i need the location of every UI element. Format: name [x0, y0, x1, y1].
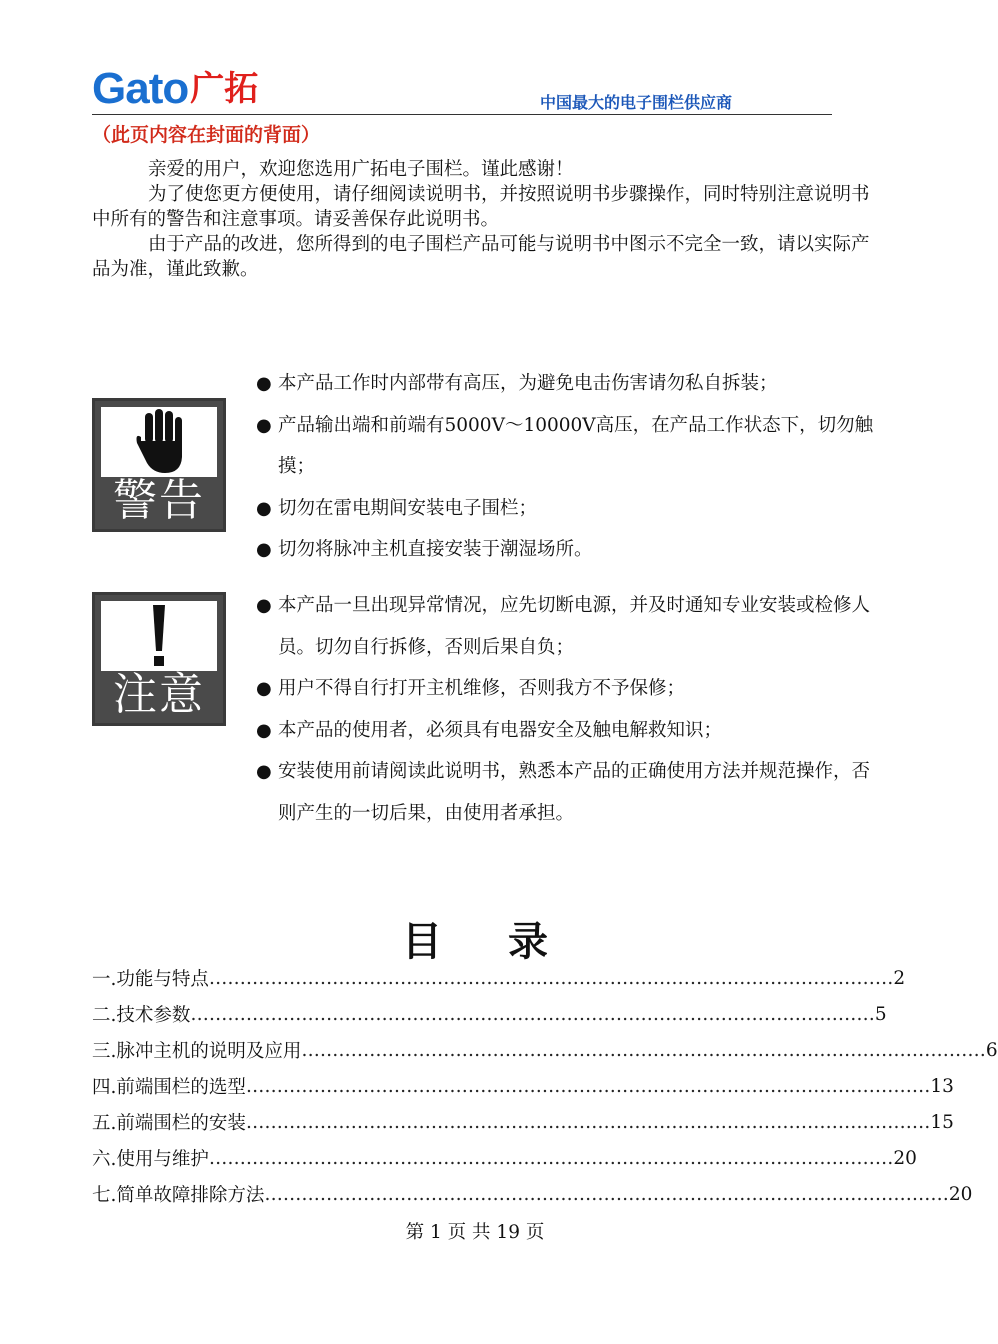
warning-item: ● 产品输出端和前端有5000V～10000V高压，在产品工作状态下，切勿触摸； — [256, 405, 876, 488]
toc-label: 简单故障排除方法 — [116, 1185, 265, 1206]
toc-label: 功能与特点 — [116, 969, 209, 990]
toc-page: 20 — [893, 1147, 917, 1169]
toc-label: 使用与维护 — [116, 1149, 209, 1170]
toc-number: 四. — [92, 1077, 117, 1098]
warning-item: ● 切勿将脉冲主机直接安装于潮湿场所。 — [256, 529, 876, 571]
toc-leader: ………………………………………………………………………………………………… — [301, 1039, 986, 1061]
toc-leader: ………………………………………………………………………………………………… — [190, 1003, 875, 1025]
toc-page: 2 — [893, 967, 906, 989]
toc-number: 六. — [92, 1149, 117, 1170]
exclamation-icon — [101, 601, 217, 671]
caution-badge — [92, 592, 226, 726]
toc-number: 二. — [92, 1005, 117, 1026]
toc-page: 13 — [930, 1075, 954, 1097]
toc-label: 前端围栏的选型 — [116, 1077, 246, 1098]
caution-item: ● 本产品一旦出现异常情况，应先切断电源，并及时通知专业安装或检修人员。切勿自行拆修，否则后果自负； — [256, 585, 876, 668]
toc-page: 6 — [985, 1039, 998, 1061]
toc-row[interactable] — [92, 1176, 973, 1212]
warning-item: ● 切勿在雷电期间安装电子围栏； — [256, 488, 876, 530]
toc-leader: ………………………………………………………………………………………………… — [245, 1111, 931, 1133]
logo-chinese: 广拓 — [190, 69, 259, 109]
header-slogan: 中国最大的电子围栏供应商 — [540, 93, 733, 112]
toc-leader: ………………………………………………………………………………………………… — [208, 967, 894, 989]
caution-item: ● 用户不得自行打开主机维修，否则我方不予保修； — [256, 668, 876, 710]
warning-item: ● 本产品工作时内部带有高压，为避免电击伤害请勿私自拆装； — [256, 363, 876, 405]
brand-logo — [92, 66, 258, 112]
toc-row[interactable] — [92, 1032, 998, 1068]
toc-row[interactable] — [92, 960, 906, 996]
intro-paragraph-2: 为了使您更方便使用，请仔细阅读说明书，并按照说明书步骤操作，同时特别注意说明书中所有的警告和注意事项。请妥善保存此说明书。 — [92, 184, 870, 230]
toc-number: 七. — [92, 1185, 117, 1206]
warning-badge-label: 警告 — [113, 475, 205, 526]
warning-list — [256, 363, 876, 571]
toc-label: 脉冲主机的说明及应用 — [116, 1041, 302, 1062]
page-note: （此页内容在封面的背面） — [92, 124, 321, 146]
header-divider — [92, 114, 832, 115]
toc-number: 五. — [92, 1113, 117, 1134]
toc-number: 三. — [92, 1041, 117, 1062]
toc-page: 15 — [930, 1111, 954, 1133]
table-of-contents — [92, 960, 998, 1212]
toc-leader: ………………………………………………………………………………………………… — [208, 1147, 894, 1169]
toc-label: 前端围栏的安装 — [116, 1113, 246, 1134]
toc-row[interactable] — [92, 1068, 954, 1104]
toc-page: 20 — [948, 1183, 973, 1205]
toc-title: 目录 — [402, 919, 614, 965]
toc-row[interactable] — [92, 1104, 954, 1140]
toc-leader: ………………………………………………………………………………………………… — [264, 1183, 949, 1205]
page-footer: 第 1 页 共 19 页 — [405, 1222, 545, 1243]
hand-stop-icon — [101, 407, 217, 477]
toc-row[interactable] — [92, 996, 887, 1032]
toc-number: 一. — [92, 969, 117, 990]
caution-item: ● 本产品的使用者，必须具有电器安全及触电解救知识； — [256, 710, 876, 752]
toc-leader: ………………………………………………………………………………………………… — [245, 1075, 931, 1097]
caution-list — [256, 585, 876, 834]
toc-page: 5 — [874, 1003, 887, 1025]
intro-paragraph-1: 亲爱的用户，欢迎您选用广拓电子围栏。谨此感谢！ — [148, 159, 574, 180]
caution-item: ● 安装使用前请阅读此说明书，熟悉本产品的正确使用方法并规范操作，否则产生的一切后果，由使用者承担。 — [256, 751, 876, 834]
toc-row[interactable] — [92, 1140, 917, 1176]
intro-paragraph-3: 由于产品的改进，您所得到的电子围栏产品可能与说明书中图示不完全一致，请以实际产品为准，谨此致歉。 — [92, 234, 870, 280]
caution-badge-label: 注意 — [113, 669, 205, 720]
logo-latin: Gato — [92, 64, 189, 113]
warning-badge — [92, 398, 226, 532]
toc-label: 技术参数 — [116, 1005, 191, 1026]
